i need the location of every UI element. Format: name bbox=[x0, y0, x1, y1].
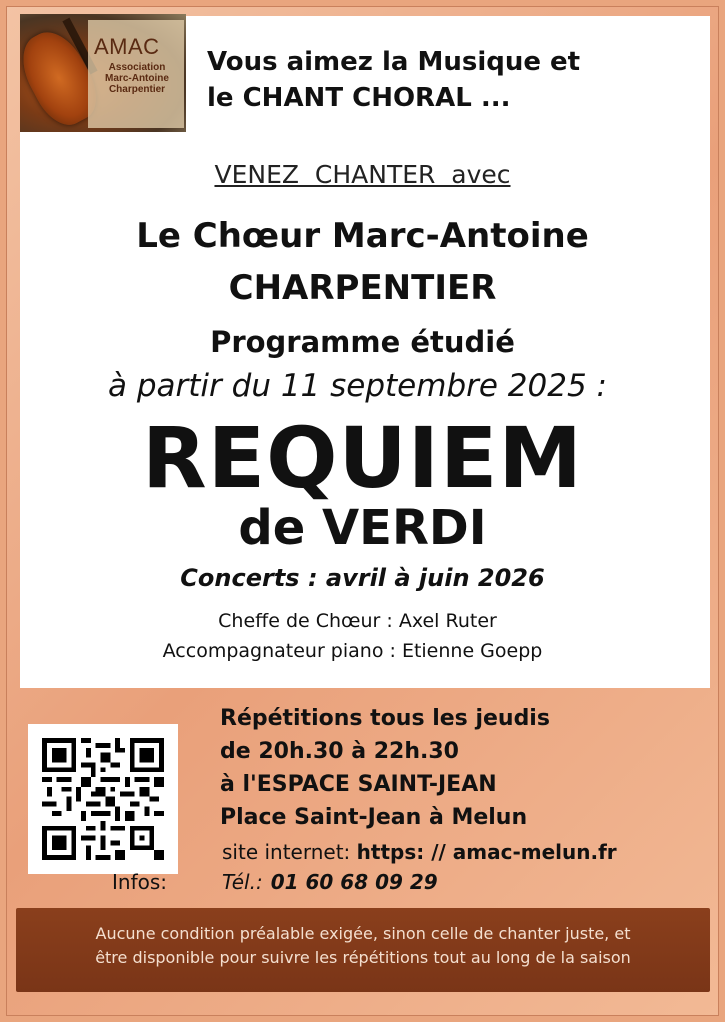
invite-text: VENEZ CHANTER avec bbox=[214, 160, 511, 189]
headline-line-1: Vous aimez la Musique et bbox=[207, 47, 581, 77]
work-composer: de VERDI bbox=[238, 500, 487, 556]
choir-conductor: Cheffe de Chœur : Axel Ruter bbox=[218, 610, 497, 632]
choir-name-line-2: CHARPENTIER bbox=[228, 268, 497, 308]
footer-note bbox=[16, 908, 710, 992]
infos-label: Infos: bbox=[112, 870, 168, 894]
piano-accompanist: Accompagnateur piano : Etienne Goepp bbox=[162, 640, 543, 662]
logo-line-2: Marc-Antoine bbox=[105, 73, 169, 84]
qr-code[interactable] bbox=[28, 724, 178, 874]
rehearsal-line-2: de 20h.30 à 22h.30 bbox=[220, 739, 459, 764]
rehearsal-line-3: à l'ESPACE SAINT-JEAN bbox=[220, 772, 497, 797]
headline-line-2: le CHANT CHORAL ... bbox=[207, 83, 511, 113]
headline bbox=[207, 44, 677, 116]
footer-line-2: être disponible pour suivre les répétitions tout au long de la saison bbox=[95, 948, 631, 967]
website-label: site internet: bbox=[222, 840, 357, 864]
website-link[interactable]: https: // amac-melun.fr bbox=[356, 840, 617, 864]
rehearsal-line-1: Répétitions tous les jeudis bbox=[220, 706, 550, 731]
work-title: REQUIEM bbox=[142, 409, 583, 507]
phone-line bbox=[222, 870, 438, 894]
footer-line-1: Aucune condition préalable exigée, sinon celle de chanter juste, et bbox=[95, 924, 631, 943]
logo-subtitle bbox=[94, 62, 180, 95]
amac-logo bbox=[20, 14, 186, 132]
rehearsal-line-4: Place Saint-Jean à Melun bbox=[220, 805, 528, 830]
choir-name-line-1: Le Chœur Marc-Antoine bbox=[136, 216, 589, 256]
website-line bbox=[222, 840, 712, 864]
concerts-dates: Concerts : avril à juin 2026 bbox=[180, 564, 545, 592]
phone-number[interactable]: 01 60 68 09 29 bbox=[270, 870, 438, 894]
logo-line-1: Association bbox=[108, 62, 166, 73]
logo-title: AMAC bbox=[94, 34, 160, 59]
logo-line-3: Charpentier bbox=[108, 84, 166, 95]
phone-label: Tél.: bbox=[222, 870, 263, 894]
program-start-date: à partir du 11 septembre 2025 : bbox=[108, 368, 607, 404]
choir-name bbox=[0, 210, 725, 314]
qr-code-icon bbox=[42, 738, 164, 860]
logo-text-panel bbox=[88, 20, 184, 128]
rehearsal-info bbox=[220, 702, 690, 834]
program-label: Programme étudié bbox=[210, 325, 515, 359]
